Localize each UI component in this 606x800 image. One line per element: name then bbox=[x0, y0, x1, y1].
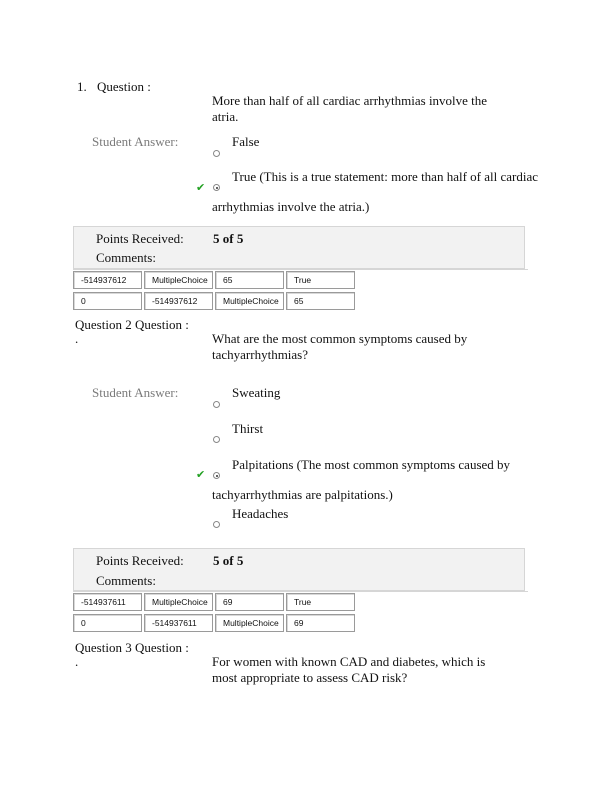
q1-option-true-label: True (This is a true statement: more than half of all cardiac bbox=[232, 169, 539, 184]
q1-option-true-continuation: arrhythmias involve the atria.) bbox=[212, 199, 370, 214]
q2-question-label: Question : bbox=[135, 317, 189, 332]
q2-option-palpitations-radio[interactable] bbox=[213, 472, 220, 479]
q3-question-label: Question : bbox=[135, 640, 189, 655]
q2-option-palpitations-continuation: tachyarrhythmias are palpitations.) bbox=[212, 487, 393, 502]
q2-separator bbox=[73, 591, 528, 592]
q1-points-box bbox=[73, 226, 525, 269]
q3-number: Question 3 bbox=[75, 640, 132, 655]
q2-option-headaches-radio[interactable] bbox=[213, 521, 220, 528]
q2-points-box bbox=[73, 548, 525, 591]
q2-table-cell: -514937611 bbox=[144, 614, 213, 632]
q2-table-cell: 69 bbox=[286, 614, 355, 632]
q1-table-cell: MultipleChoice bbox=[144, 271, 213, 289]
q2-table-cell: MultipleChoice bbox=[144, 593, 213, 611]
check-mark-icon: ✔ bbox=[196, 181, 206, 194]
q1-separator bbox=[73, 269, 528, 270]
q2-number: Question 2 bbox=[75, 317, 132, 332]
q2-points-value: 5 of 5 bbox=[213, 553, 244, 568]
q1-table-cell: 0 bbox=[73, 292, 142, 310]
q2-option-headaches-label: Headaches bbox=[232, 506, 289, 521]
q2-option-palpitations-label: Palpitations (The most common symptoms caused by bbox=[232, 457, 511, 472]
q2-table-cell: -514937611 bbox=[73, 593, 142, 611]
q2-points-label: Points Received: bbox=[96, 553, 184, 568]
q1-number: 1. bbox=[77, 79, 87, 94]
q2-table-cell: 0 bbox=[73, 614, 142, 632]
q2-option-sweating-radio[interactable] bbox=[213, 401, 220, 408]
q1-question-label: Question : bbox=[97, 79, 151, 94]
q3-question-text: For women with known CAD and diabetes, which is most appropriate to assess CAD risk? bbox=[212, 654, 486, 685]
q1-comments-label: Comments: bbox=[96, 250, 156, 265]
check-mark-icon: ✔ bbox=[196, 468, 206, 481]
q1-option-true-radio[interactable] bbox=[213, 184, 220, 191]
q2-table-cell: 69 bbox=[215, 593, 284, 611]
q1-points-value: 5 of 5 bbox=[213, 231, 244, 246]
q2-comments-label: Comments: bbox=[96, 573, 156, 588]
q2-option-thirst-label: Thirst bbox=[232, 421, 264, 436]
q1-table-cell: -514937612 bbox=[144, 292, 213, 310]
q2-question-text: What are the most common symptoms caused by tachyarrhythmias? bbox=[212, 331, 468, 362]
q2-table-cell: MultipleChoice bbox=[215, 614, 284, 632]
q1-table-cell: -514937612 bbox=[73, 271, 142, 289]
q1-table-cell: MultipleChoice bbox=[215, 292, 284, 310]
q1-table-cell: True bbox=[286, 271, 355, 289]
q1-table-cell: 65 bbox=[286, 292, 355, 310]
q2-student-answer-label: Student Answer: bbox=[92, 385, 179, 400]
q1-option-false-label: False bbox=[232, 134, 260, 149]
q2-option-sweating-label: Sweating bbox=[232, 385, 281, 400]
q2-dot: . bbox=[75, 331, 79, 346]
q1-points-label: Points Received: bbox=[96, 231, 184, 246]
q1-table-cell: 65 bbox=[215, 271, 284, 289]
q1-student-answer-label: Student Answer: bbox=[92, 134, 179, 149]
q3-dot: . bbox=[75, 654, 79, 669]
q2-option-thirst-radio[interactable] bbox=[213, 436, 220, 443]
q1-question-text: More than half of all cardiac arrhythmias involve the atria. bbox=[212, 93, 488, 124]
q2-table-cell: True bbox=[286, 593, 355, 611]
q1-option-false-radio[interactable] bbox=[213, 150, 220, 157]
